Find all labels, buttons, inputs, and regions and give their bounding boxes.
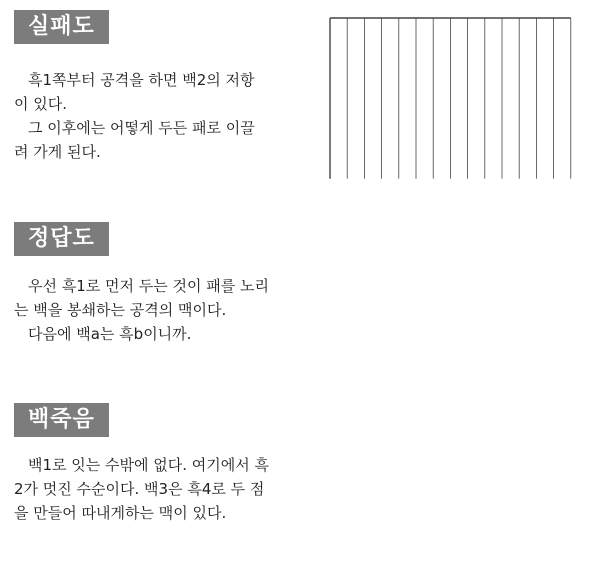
text-line: 는 백을 봉쇄하는 공격의 맥이다. (14, 301, 227, 319)
text-line: 이 있다. (14, 95, 68, 113)
text-line: 그 이후에는 어떻게 두든 패로 이끌 (28, 119, 255, 137)
section-correct (0, 196, 600, 386)
section-text (14, 68, 304, 164)
section-label: 정답도 (14, 222, 109, 256)
go-board-diagram (327, 8, 589, 183)
text-line: 다음에 백a는 흑b이니까. (28, 325, 192, 343)
section-failure (0, 0, 600, 190)
text-line: 2가 멋진 수순이다. 백3은 흑4로 두 점 (14, 480, 265, 498)
section-white-dies (0, 385, 600, 575)
section-label: 실패도 (14, 10, 109, 44)
text-line: 려 가게 된다. (14, 143, 101, 161)
text-line: 백1로 잇는 수밖에 없다. 여기에서 흑 (28, 456, 270, 474)
section-text (14, 453, 304, 525)
go-board-diagram (327, 393, 589, 568)
section-label: 백죽음 (14, 403, 109, 437)
section-text (14, 274, 304, 346)
text-line: 우선 흑1로 먼저 두는 것이 패를 노리 (28, 277, 270, 295)
text-line: 흑1쪽부터 공격을 하면 백2의 저항 (28, 71, 255, 89)
board-grid (330, 18, 571, 179)
text-line: 을 만들어 따내게하는 맥이 있다. (14, 504, 227, 522)
go-board-diagram (327, 206, 589, 381)
